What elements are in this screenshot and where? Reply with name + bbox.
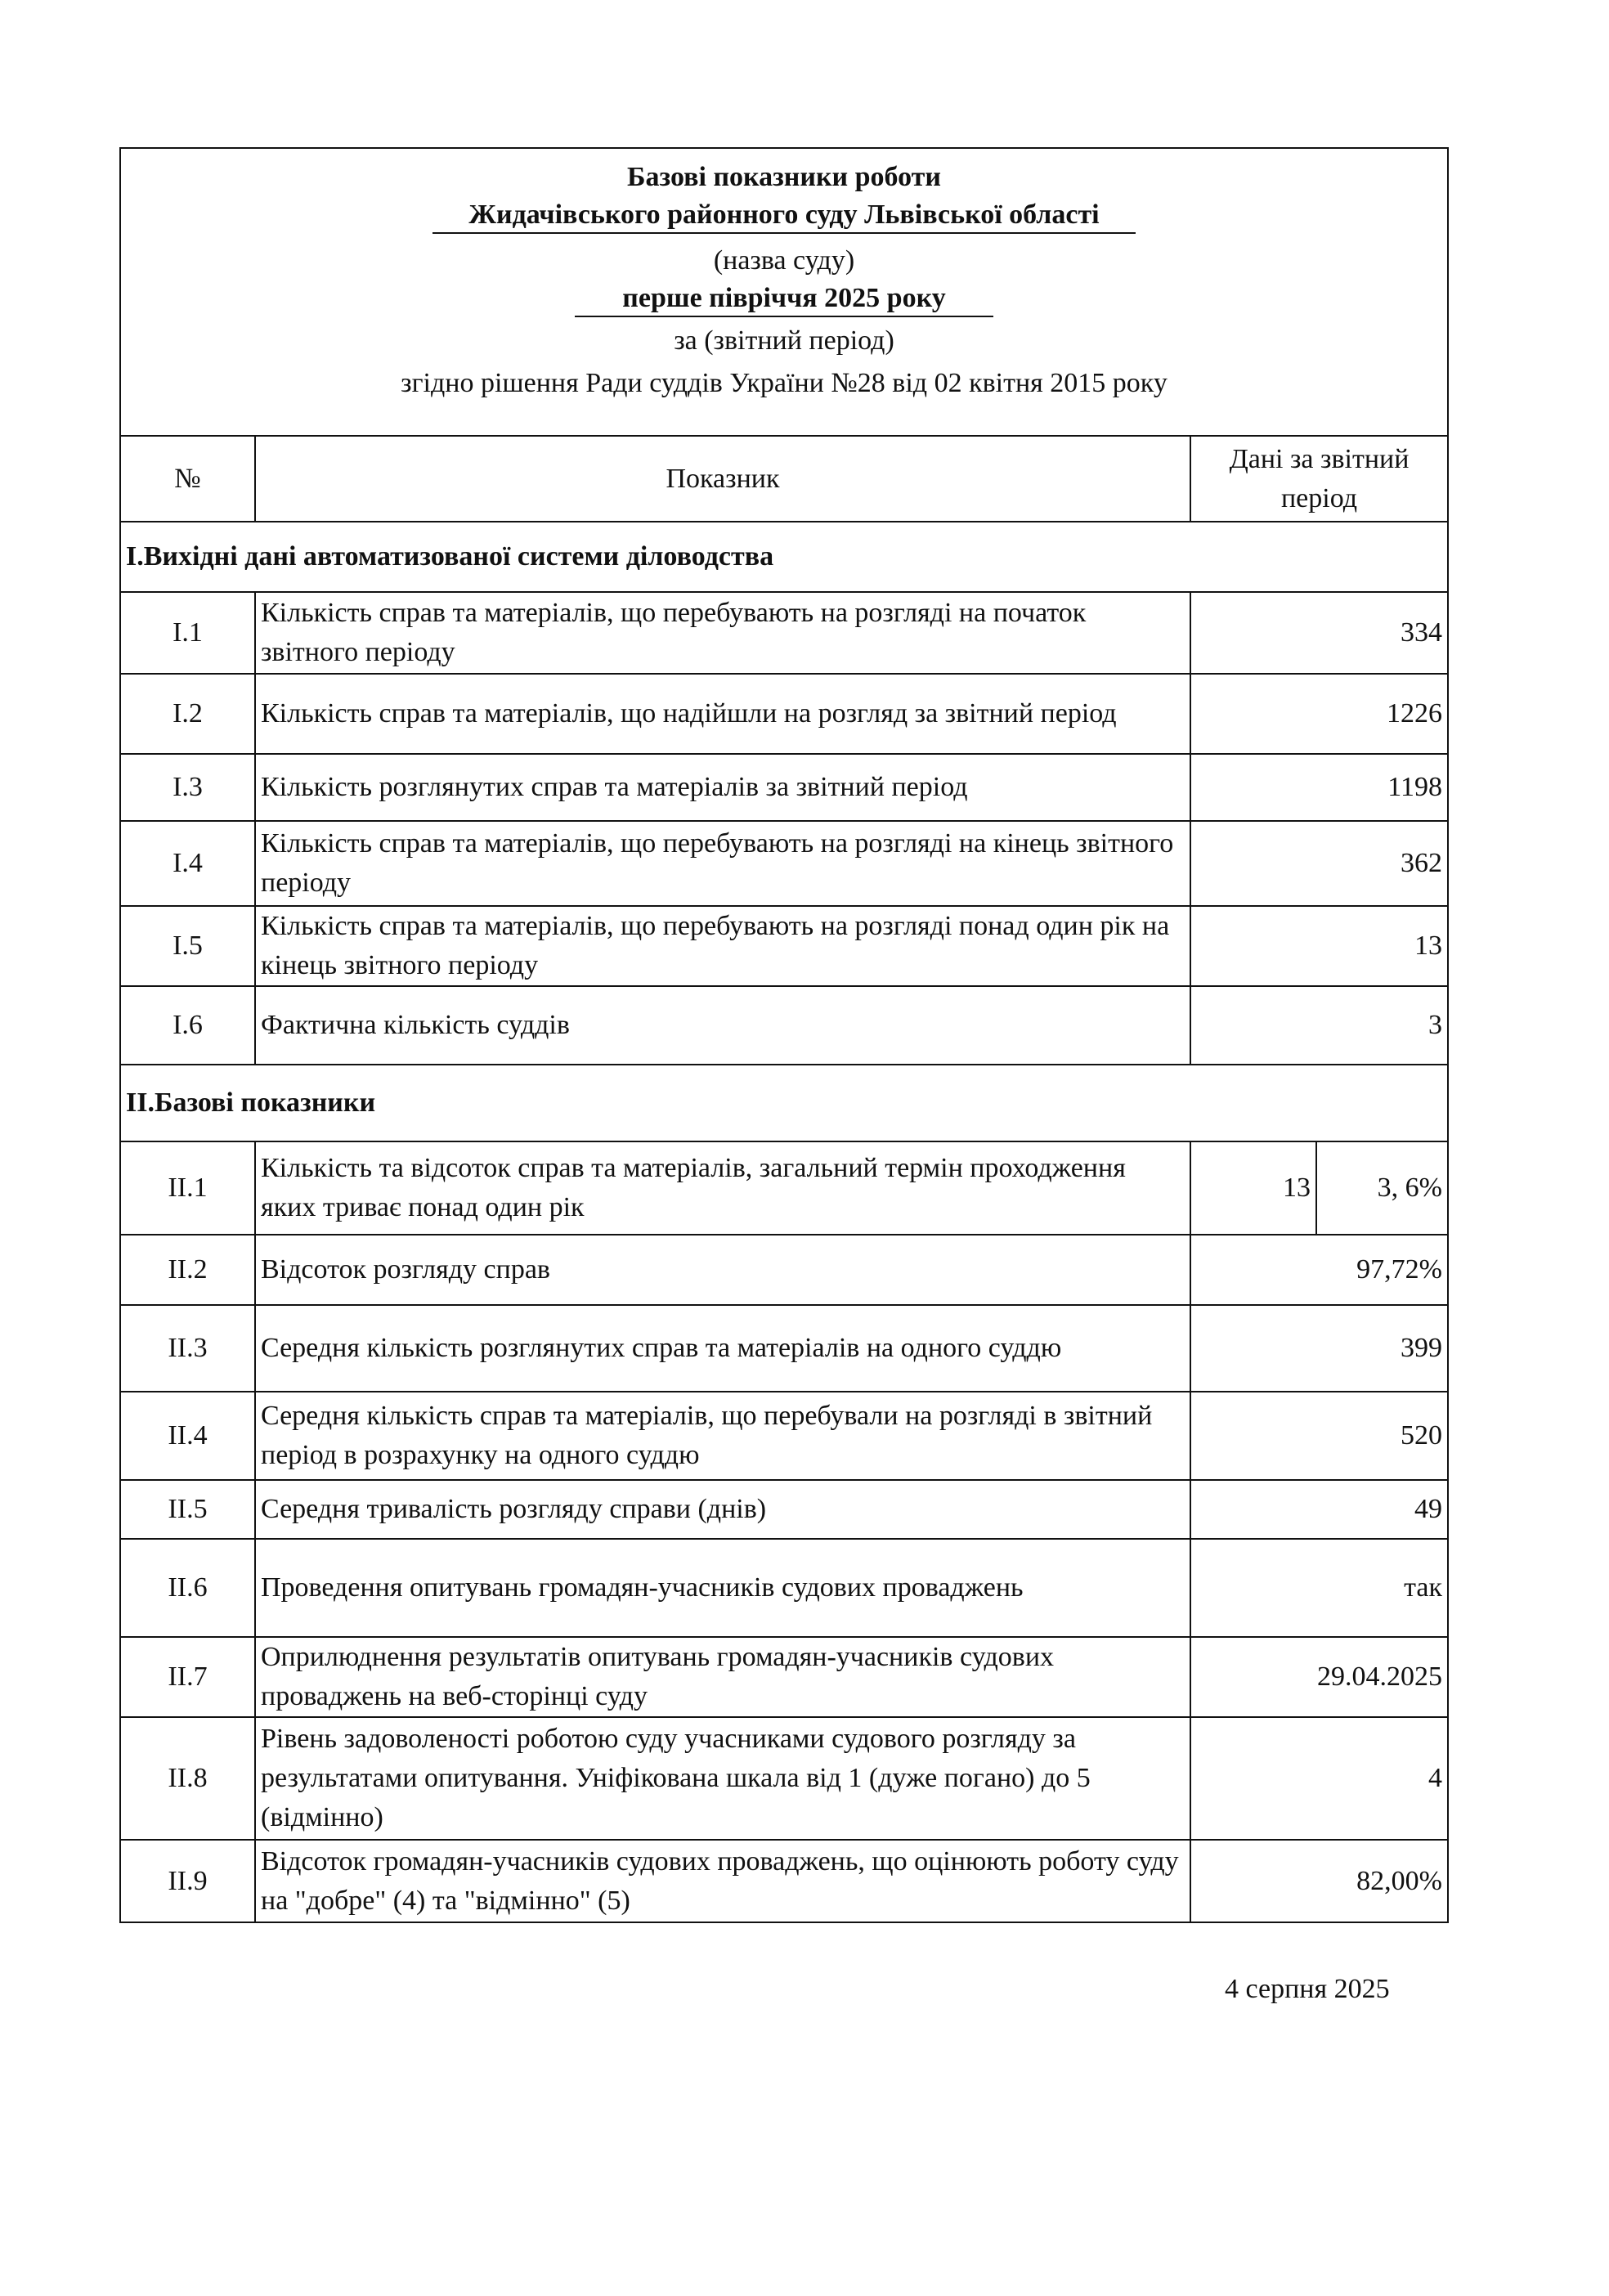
signature-date: 4 серпня 2025 (1225, 1974, 1390, 2004)
row-value: 1226 (1190, 674, 1447, 754)
table-row (121, 986, 1447, 1065)
table-row (121, 1717, 1447, 1840)
row-indicator: Рівень задоволеності роботою суду учасниками судового розгляду за результатами опитування. Уніфікована шкала від 1 (дуже погано) до 5 (відмінно) (255, 1717, 1190, 1840)
table-row (121, 754, 1447, 821)
table-row (121, 821, 1447, 906)
row-value: 13 (1190, 906, 1447, 986)
row-indicator: Кількість справ та матеріалів, що надійшли на розгляд за звітний період (255, 674, 1190, 754)
row-indicator: Відсоток розгляду справ (255, 1235, 1190, 1305)
table-row (121, 906, 1447, 986)
section-2-title: II.Базові показники (121, 1065, 1447, 1141)
row-value: 49 (1190, 1480, 1447, 1539)
report-frame (119, 147, 1449, 1923)
row-number: II.1 (121, 1141, 255, 1235)
row-value: 334 (1190, 592, 1447, 674)
row-value: так (1190, 1539, 1447, 1637)
row-value: 4 (1190, 1717, 1447, 1840)
period-caption: за (звітний період) (674, 325, 894, 356)
table-row (121, 1539, 1447, 1637)
report-title: Базові показники роботи (627, 162, 941, 192)
row-number: I.6 (121, 986, 255, 1065)
table-row (121, 1480, 1447, 1539)
row-value: 520 (1190, 1392, 1447, 1480)
report-period: перше півріччя 2025 року (575, 285, 993, 317)
row-indicator: Кількість справ та матеріалів, що перебувають на розгляді понад один рік на кінець звітного періоду (255, 906, 1190, 986)
row-number: I.2 (121, 674, 255, 754)
row-number: I.3 (121, 754, 255, 821)
table-row (121, 1235, 1447, 1305)
row-value: 399 (1190, 1305, 1447, 1392)
row-indicator: Фактична кількість суддів (255, 986, 1190, 1065)
row-number: I.4 (121, 821, 255, 906)
row-percent: 3, 6% (1316, 1141, 1447, 1235)
report-header (121, 149, 1447, 437)
decision-basis: згідно рішення Ради суддів України №28 від 02 квітня 2015 року (401, 368, 1168, 398)
column-header-row (121, 437, 1447, 522)
row-indicator: Кількість розглянутих справ та матеріалів за звітний період (255, 754, 1190, 821)
row-number: II.2 (121, 1235, 255, 1305)
row-number: I.1 (121, 592, 255, 674)
table-row (121, 1637, 1447, 1717)
row-number: II.3 (121, 1305, 255, 1392)
row-indicator: Оприлюднення результатів опитувань громадян-учасників судових проваджень на веб-сторінці суду (255, 1637, 1190, 1717)
row-number: II.6 (121, 1539, 255, 1637)
court-caption: (назва суду) (713, 245, 855, 276)
column-header-indicator: Показник (255, 437, 1190, 522)
section-row (121, 522, 1447, 592)
row-value: 82,00% (1190, 1840, 1447, 1922)
row-indicator: Проведення опитувань громадян-учасників судових проваджень (255, 1539, 1190, 1637)
row-number: II.7 (121, 1637, 255, 1717)
row-number: II.8 (121, 1717, 255, 1840)
section-1-title: I.Вихідні дані автоматизованої системи діловодства (121, 522, 1447, 592)
row-value: 3 (1190, 986, 1447, 1065)
row-indicator: Кількість та відсоток справ та матеріалів, загальний термін проходження яких триває понад один рік (255, 1141, 1190, 1235)
court-name: Жидачівського районного суду Львівської області (433, 201, 1135, 234)
row-indicator: Відсоток громадян-учасників судових проваджень, що оцінюють роботу суду на "добре" (4) та "відмінно" (5) (255, 1840, 1190, 1922)
row-value: 1198 (1190, 754, 1447, 821)
row-number: II.9 (121, 1840, 255, 1922)
indicators-table (121, 437, 1447, 1922)
table-row (121, 1141, 1447, 1235)
column-header-value: Дані за звітний період (1190, 437, 1447, 522)
column-header-no: № (121, 437, 255, 522)
row-indicator: Кількість справ та матеріалів, що перебувають на розгляді на кінець звітного періоду (255, 821, 1190, 906)
table-row (121, 1840, 1447, 1922)
table-row (121, 1392, 1447, 1480)
section-row (121, 1065, 1447, 1141)
table-row (121, 674, 1447, 754)
row-number: II.4 (121, 1392, 255, 1480)
table-row (121, 592, 1447, 674)
row-value: 97,72% (1190, 1235, 1447, 1305)
row-value: 29.04.2025 (1190, 1637, 1447, 1717)
row-value: 362 (1190, 821, 1447, 906)
row-indicator: Середня кількість справ та матеріалів, що перебували на розгляді в звітний період в розрахунку на одного суддю (255, 1392, 1190, 1480)
row-indicator: Середня кількість розглянутих справ та матеріалів на одного суддю (255, 1305, 1190, 1392)
row-indicator: Середня тривалість розгляду справи (днів) (255, 1480, 1190, 1539)
row-indicator: Кількість справ та матеріалів, що перебувають на розгляді на початок звітного періоду (255, 592, 1190, 674)
table-row (121, 1305, 1447, 1392)
row-number: I.5 (121, 906, 255, 986)
row-number: II.5 (121, 1480, 255, 1539)
row-count: 13 (1190, 1141, 1316, 1235)
